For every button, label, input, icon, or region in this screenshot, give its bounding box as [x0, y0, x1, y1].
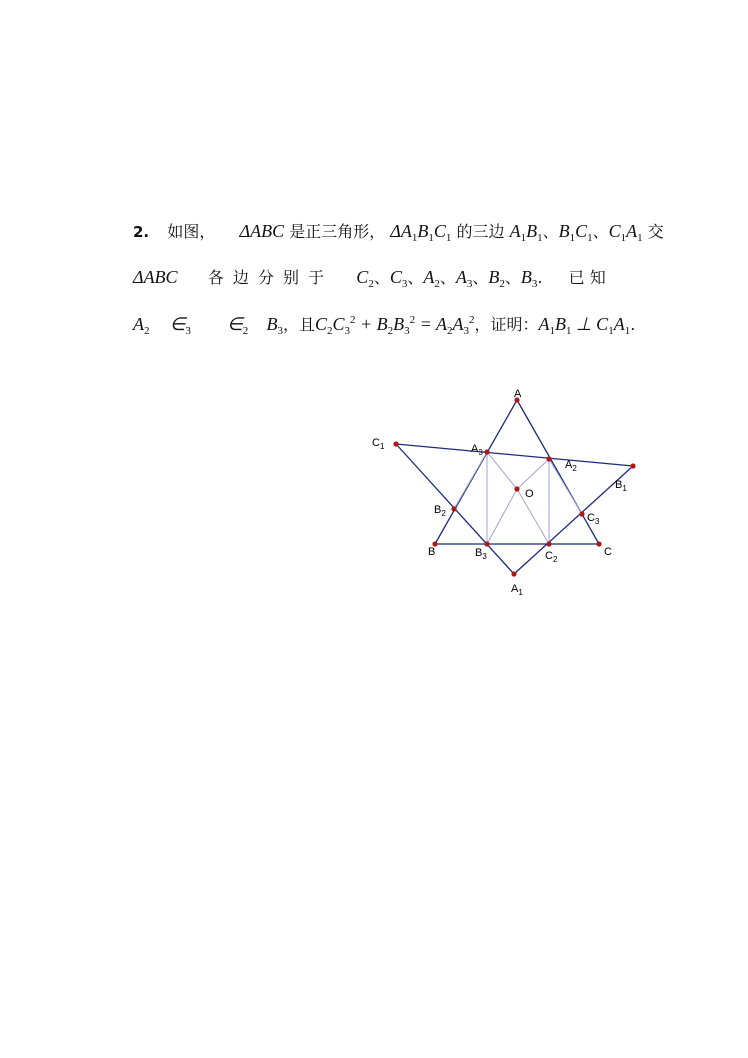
edge-c1b1	[396, 444, 633, 466]
label-a1: $A_1$	[511, 583, 523, 597]
side-a1b1: $A_1B_1$	[509, 221, 543, 244]
point-b2	[451, 506, 456, 511]
label-b2: $B_2$	[434, 504, 446, 518]
side-c1a1: $C_1A_1$	[608, 221, 643, 244]
label-c2: $C_2$	[545, 550, 558, 564]
label-a3: $A_3$	[471, 443, 483, 457]
conclusion: $A_1B_1$ ⊥ $C_1A_1$	[538, 314, 631, 337]
label-b1: $B_1$	[615, 479, 627, 493]
problem-line-1: 2. 如图， ΔABC 是正三角形， $\Delta A_1B_1C_1$ 的三边 $A_1B_1$、$B_1C_1$、$C_1A_1$ 交	[133, 221, 664, 244]
label-a: A	[514, 388, 522, 400]
point-b1	[630, 463, 635, 468]
point-b3	[484, 541, 489, 546]
point-b3: $B_3$	[520, 267, 538, 290]
point-c1	[393, 441, 398, 446]
point-c3	[579, 511, 584, 516]
and-text: 且	[298, 315, 315, 334]
line3-b3: $B_3$	[266, 314, 283, 337]
equation: $C_2C_3^2 + B_2B_3^2 = A_2A_3^2$	[314, 314, 475, 337]
point-c2: $C_2$	[356, 267, 374, 290]
label-b3: $B_3$	[475, 547, 487, 561]
known-text: 已 知	[568, 268, 606, 287]
prove-text: ，证明：	[474, 315, 539, 334]
point-b2: $B_2$	[488, 267, 505, 290]
edge-ab	[435, 400, 517, 544]
triangle-abc: ΔABC	[239, 221, 285, 241]
label-o: O	[525, 488, 534, 500]
point-a3: $A_3$	[455, 267, 473, 290]
line3-c3: $\in_3$	[169, 314, 191, 337]
line3-a2: $A_2$	[133, 314, 150, 337]
label-c1: $C_1$	[372, 437, 385, 451]
label-c3: $C_3$	[587, 512, 600, 526]
point-a1	[511, 571, 516, 576]
label-b: B	[428, 546, 436, 558]
side-b1c1: $B_1C_1$	[558, 221, 593, 244]
point-a3	[484, 449, 489, 454]
point-o	[514, 486, 519, 491]
point-c3: $C_3$	[389, 267, 408, 290]
point-c2	[546, 541, 551, 546]
point-c	[596, 541, 601, 546]
point-labels	[372, 388, 627, 597]
label-a2: $A_2$	[565, 459, 577, 473]
problem-line-2: ΔABC 各 边 分 别 于 $C_2$、$C_3$、$A_2$、$A_3$、$B_2$、$B_3$. 已 知	[133, 267, 606, 290]
problem-line-3: $A_2$ $\in_3$ $\in_2$ $B_3$，且$C_2C_3^2 + B_2B_3^2 = A_2A_3^2$，证明：$A_1B_1$ ⊥ $C_1A_1$.	[133, 314, 636, 337]
triangle-abc-2: ΔABC	[133, 267, 178, 287]
triangle-a1b1c1: $\Delta A_1B_1C_1$	[390, 221, 452, 244]
problem-number: 2.	[133, 223, 150, 241]
each-side-text: 各 边 分 别 于	[207, 268, 327, 287]
intersect-text: 交	[647, 222, 664, 241]
problem-intro: 如图，	[167, 222, 216, 241]
point-a2: $A_2$	[423, 267, 440, 290]
point-a2	[546, 456, 551, 461]
equilateral-text: 是正三角形，	[289, 222, 386, 241]
label-c: C	[604, 546, 612, 558]
three-sides-text: 的三边	[456, 222, 505, 241]
line3-c2: $\in_2$	[227, 314, 249, 337]
